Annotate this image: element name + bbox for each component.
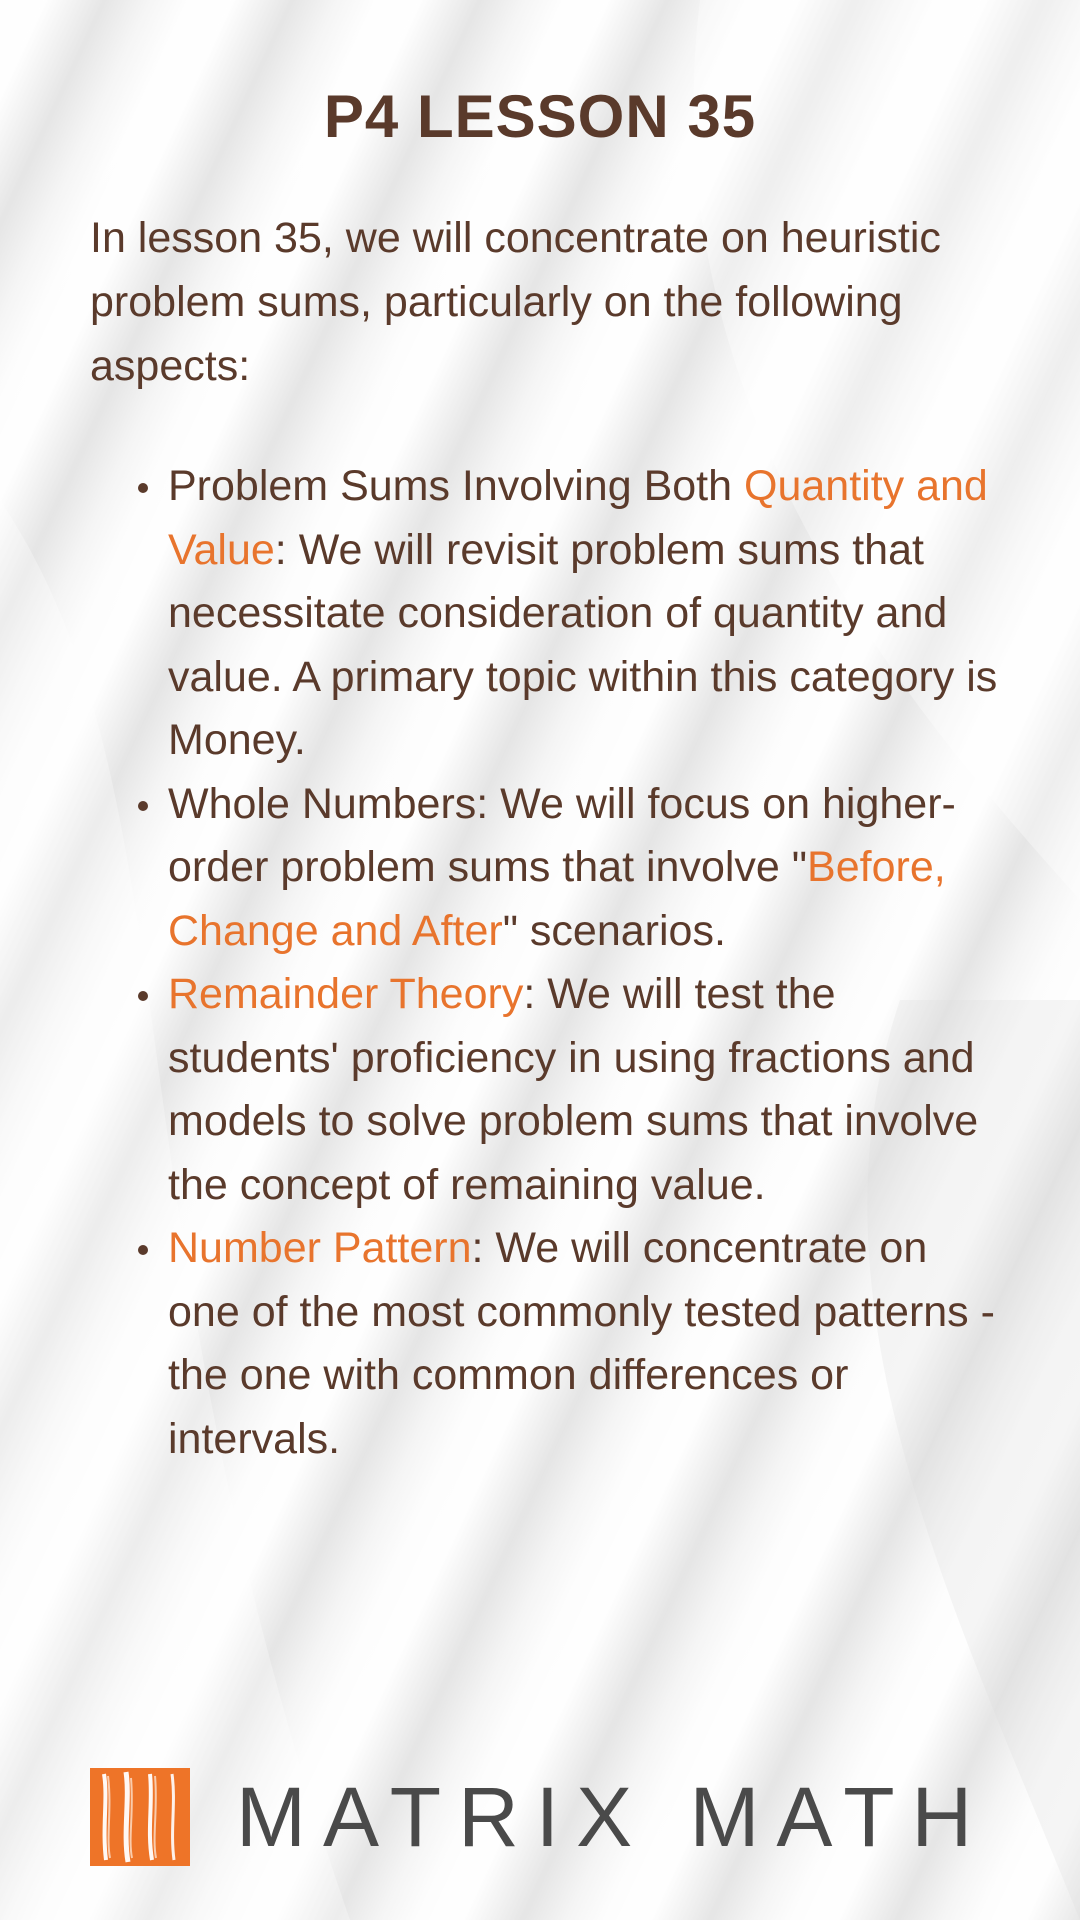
topic-highlight: Number Pattern <box>168 1224 472 1272</box>
bullet-icon <box>138 801 148 811</box>
topic-lead: Problem Sums Involving Both <box>168 462 744 510</box>
page-title: P4 LESSON 35 <box>323 83 757 150</box>
list-item <box>130 963 1010 1217</box>
topic-lead: Whole Numbers: We will focus on higher-order problem sums that involve " <box>168 779 956 891</box>
topic-body: " scenarios. <box>502 906 726 955</box>
intro-paragraph: In lesson 35, we will concentrate on heuristic problem sums, particularly on the following aspects: <box>90 214 941 390</box>
brand-logo <box>90 1762 1050 1872</box>
topic-body: : We will revisit problem sums that necessitate consideration of quantity and value. A primary topic within this category is Money. <box>168 525 998 764</box>
topic-body: : We will concentrate on one of the most commonly tested patterns - the one with common differences or intervals. <box>168 1224 995 1463</box>
topic-highlight: Quantity and Value <box>168 462 988 574</box>
bullet-icon <box>138 991 148 1001</box>
list-item <box>130 773 1010 964</box>
logo-text: MATRIX MATH <box>236 1770 990 1864</box>
matrix-math-logo-icon <box>90 1768 190 1866</box>
list-item <box>130 455 1010 773</box>
topic-highlight: Before, Change and After <box>168 843 946 955</box>
bullet-icon <box>138 1245 148 1255</box>
bullet-icon <box>138 483 148 493</box>
topic-body: : We will test the students' proficiency in using fractions and models to solve problem sums that involve the concept of remaining value. <box>168 970 979 1209</box>
topic-highlight: Remainder Theory <box>168 970 524 1018</box>
topic-list <box>130 455 1010 1471</box>
list-item <box>130 1217 1010 1471</box>
